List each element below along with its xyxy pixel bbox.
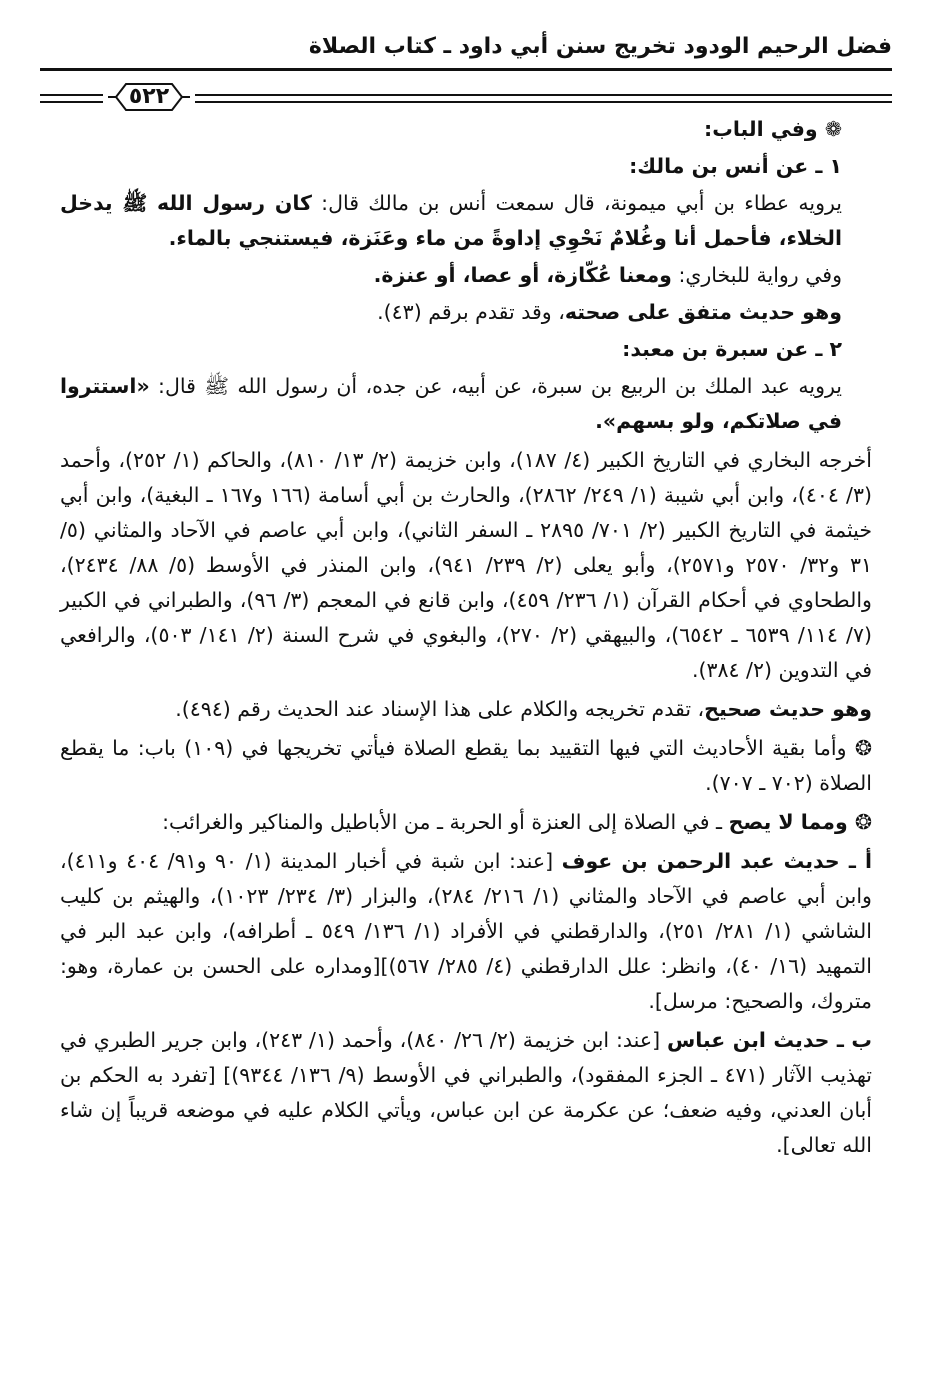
hadith-text: ومعنا عُكّازة، أو عصا، أو عنزة.	[373, 263, 672, 287]
paragraph-abdurrahman	[60, 844, 872, 1019]
header-double-rule-right	[195, 94, 892, 103]
verdict-text: ❂ ومما لا يصح	[728, 810, 872, 834]
heading-sabra: ٢ ـ عن سبرة بن معبد:	[622, 337, 842, 361]
paragraph-abdulmalik	[60, 369, 872, 439]
narration-text: ـ في الصلاة إلى العنزة أو الحربة ـ من الأباطيل والمناكير والغرائب:	[162, 810, 729, 834]
narration-text: [عند: ابن خزيمة (٢/ ٢٦/ ٨٤٠)، وأحمد (١/ ٢٤٣)، وابن جرير الطبري في تهذيب الآثار (٤٧١ ـ الجزء المفقود)، والطبراني في الأوسط (٩/ ١٣٦/ ٩٣٤٤)] [تفرد به الحكم بن أبان العدني، وفيه ضعف؛ عن عكرمة عن ابن عباس، ويأتي الكلام عليه في موضعه قريباً إن شاء الله تعالى].	[60, 1028, 872, 1157]
hadith-text: كان رسول الله ﷺ يدخل الخلاء، فأحمل أنا وغُلامٌ نَحْوِي إداوةً من ماء وعَنَزة، فيستنجي بالماء.	[60, 191, 842, 250]
narration-text: وفي رواية للبخاري:	[671, 263, 842, 287]
narration-text: يرويه عطاء بن أبي ميمونة، قال سمعت أنس بن مالك قال:	[311, 191, 842, 215]
hadith-heading: أ ـ حديث عبد الرحمن بن عوف	[561, 849, 872, 873]
paragraph-ibn-abbas	[60, 1023, 872, 1163]
hadith-text: «استتروا في صلاتكم، ولو بسهم».	[60, 374, 842, 433]
verdict-text: وهو حديث متفق على صحته	[564, 300, 842, 324]
narration-text: ، وقد تقدم برقم (٤٣).	[377, 300, 565, 324]
verdict-text: وهو حديث صحيح	[704, 697, 872, 721]
narration-text: [عند: ابن شبة في أخبار المدينة (١/ ٩٠ و٩١/ ٤٠٤ و٤١١)، وابن أبي عاصم في الآحاد والمثاني (١/ ٢١٦/ ٢٨٤)، والبزار (٣/ ٢٣٤/ ١٠٢٣)، والهيثم بن كليب الشاشي (١/ ٢٨١/ ٢٥١)، والدارقطني في الأفراد (١/ ١٣٦/ ٥٤٩ ـ أطرافه)، وابن عبد البر في التمهيد (١٦/ ٤٠)، وانظر: علل الدارقطني (٤/ ٢٨٥/ ٥٦٧)][ومداره على الحسن بن عمارة، وهو: متروك، والصحيح: مرسل].	[60, 849, 872, 1013]
header-double-rule-left	[40, 94, 103, 103]
page-header	[40, 30, 892, 109]
paragraph-remaining: ❂ وأما بقية الأحاديث التي فيها التقييد بما يقطع الصلاة فيأتي تخريجها في (١٠٩) باب: ما يقطع الصلاة (٧٠٢ ـ ٧٠٧).	[60, 736, 872, 795]
heading-anas: ١ ـ عن أنس بن مالك:	[629, 154, 842, 178]
page-number: ٥٢٢	[128, 84, 170, 109]
header-rule	[40, 68, 892, 71]
paragraph-sahih	[60, 692, 872, 727]
section-intro: ❁ وفي الباب:	[704, 117, 842, 141]
paragraph-ata	[60, 186, 872, 256]
paragraph-not-sahih	[60, 805, 872, 840]
paragraph-bukhari	[60, 258, 872, 293]
hadith-heading: ب ـ حديث ابن عباس	[666, 1028, 873, 1052]
page-body	[60, 112, 872, 1165]
paragraph-takhrij: أخرجه البخاري في التاريخ الكبير (٤/ ١٨٧)، وابن خزيمة (٢/ ١٣/ ٨١٠)، والحاكم (١/ ٢٥٢)، وأحمد (٣/ ٤٠٤)، وابن أبي شيبة (١/ ٢٤٩/ ٢٨٦٢)، والحارث بن أبي أسامة (١٦٦ و١٦٧ ـ البغية)، وابن أبي خيثمة في التاريخ الكبير (٢/ ٧٠١/ ٢٨٩٥ ـ السفر الثاني)، وابن أبي عاصم في الآحاد والمثاني (٥/ ٣١ و٣٢/ ٢٥٧٠ و٢٥٧١)، وأبو يعلى (٢/ ٢٣٩/ ٩٤١)، وابن المنذر في الأوسط (٥/ ٨٨/ ٢٤٣٤)، والطحاوي في أحكام القرآن (١/ ٢٣٦/ ٤٥٩)، وابن قانع في المعجم (٣/ ٩٦)، والطبراني في الكبير (٧/ ١١٤/ ٦٥٣٩ ـ ٦٥٤٢)، والبيهقي (٢/ ٢٧٠)، والبغوي في شرح السنة (٢/ ١٤١/ ٥٠٣)، والرافعي في التدوين (٢/ ٣٨٤).	[60, 448, 872, 682]
narration-text: ، تقدم تخريجه والكلام على هذا الإسناد عند الحديث رقم (٤٩٤).	[175, 697, 705, 721]
running-title: فضل الرحيم الودود تخريج سنن أبي داود ـ كتاب الصلاة	[308, 34, 892, 59]
narration-text: يرويه عبد الملك بن الربيع بن سبرة، عن أبيه، عن جده، أن رسول الله ﷺ قال:	[149, 374, 842, 398]
page-number-frame	[106, 82, 192, 112]
paragraph-verdict	[60, 295, 872, 330]
